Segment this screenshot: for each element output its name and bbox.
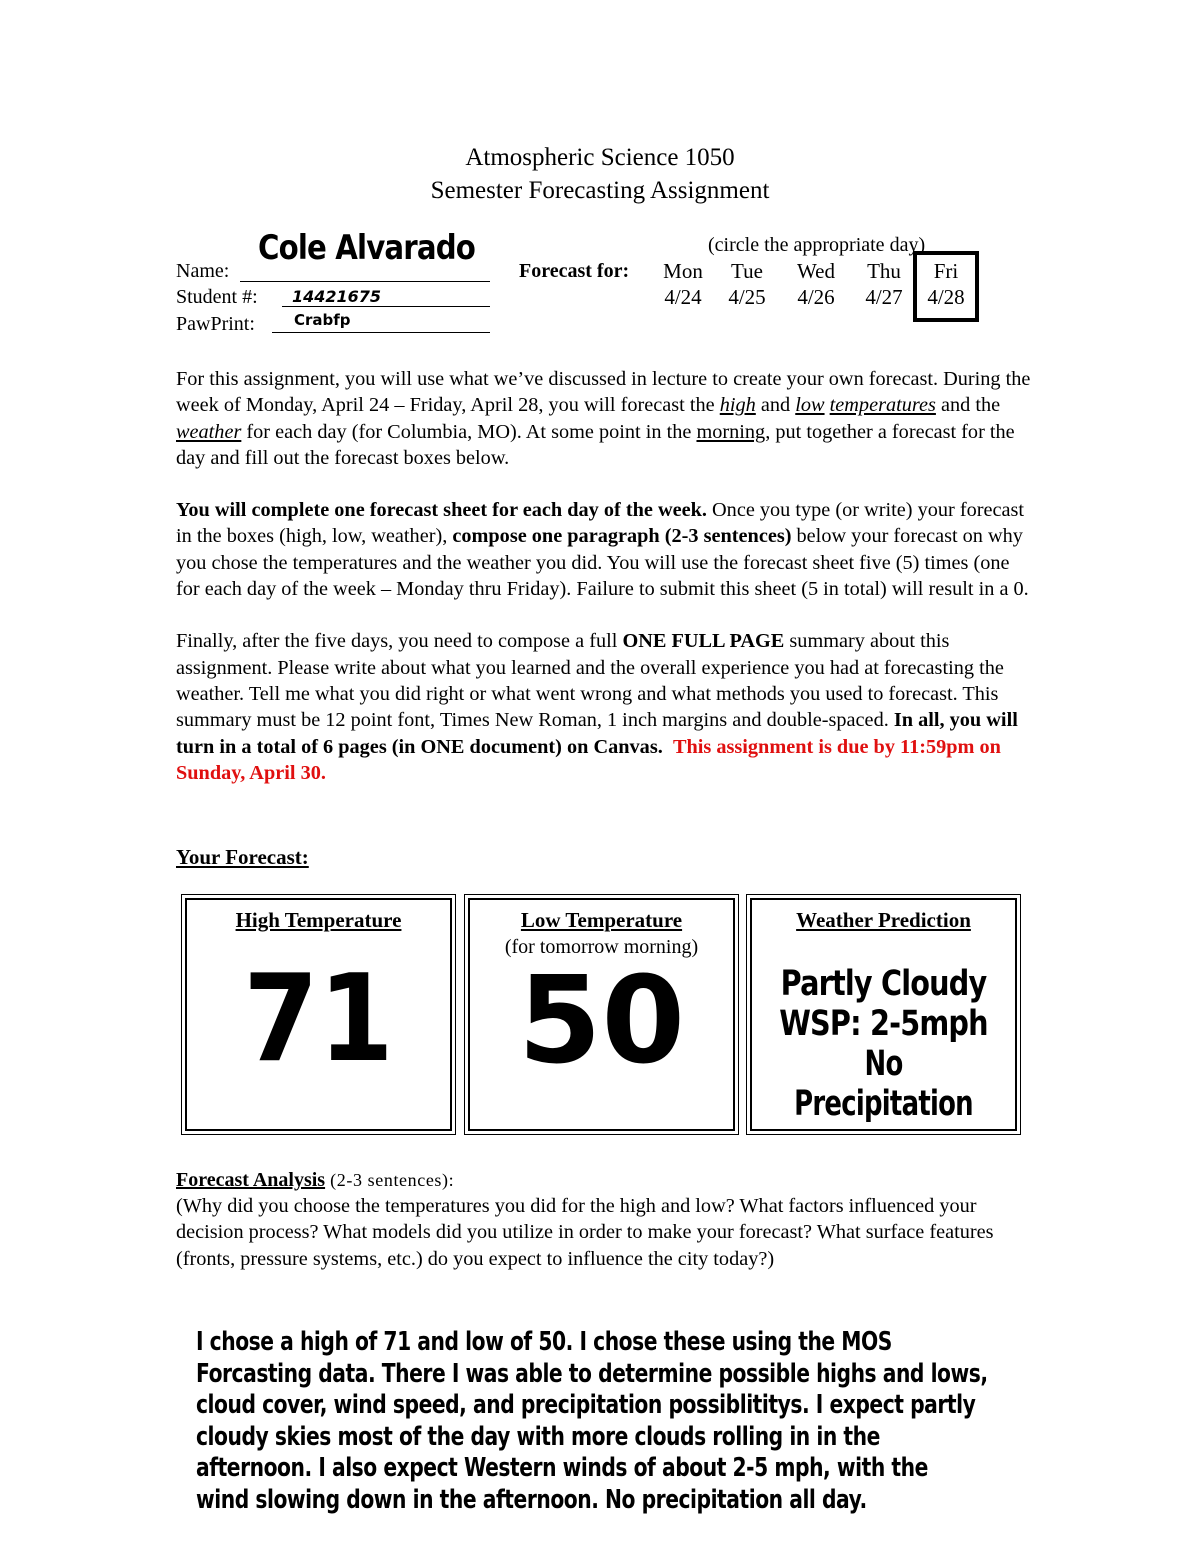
due-date-notice: This assignment is due by 11:59pm on Sunday, April 30. [176, 735, 1001, 784]
pawprint-value[interactable]: Crabfp [294, 311, 351, 329]
answer-line: I chose a high of 71 and low of 50. I chose these using the MOS [196, 1327, 892, 1357]
student-id-value[interactable]: 14421675 [292, 287, 382, 306]
pawprint-underline [272, 332, 490, 333]
high-temperature-value[interactable]: 71 [243, 950, 394, 1089]
forecast-for-label: Forecast for: [519, 260, 630, 282]
day-thu[interactable]: Thu [867, 259, 901, 283]
instructions-paragraph-1: For this assignment, you will use what we’ve discussed in lecture to create your own forecast. During the week of Monday, April 24 – Friday, April 28, you will forecast the high and low temperatures and the weather for each day (for Columbia, MO). At some point in the morning, put together a forecast for the day and fill out the forecast boxes below. [176, 368, 1031, 469]
analysis-prompt: (Why did you choose the temperatures you did for the high and low? What factors influenced your decision process? What models did you utilize in order to make your forecast? What surface features (fronts, pressure systems, etc.) do you expect to influence the city today?) [176, 1195, 994, 1270]
analysis-heading: Forecast Analysis [176, 1169, 326, 1191]
analysis-heading-suffix: (2-3 sentences): [325, 1170, 455, 1190]
circle-day-note: (circle the appropriate day) [708, 234, 926, 256]
student-id-label: Student #: [176, 286, 258, 308]
answer-line: afternoon. I also expect Western winds of about 2-5 mph, with the [196, 1453, 928, 1484]
instructions-paragraph-3: Finally, after the five days, you need to compose a full ONE FULL PAGE summary about this assignment. Please write about what you learned and the overall experience you had at forecasting the weather. Tell me what you did right or what went wrong and what methods you used to forecast. This summary must be 12 point font, Times New Roman, 1 inch margins and double-spaced. In all, you will turn in a total of 6 pages (in ONE document) on Canvas. This assignment is due by 11:59pm on Sunday, April 30. [176, 630, 1018, 784]
high-temperature-label: High Temperature [235, 908, 402, 932]
analysis-heading-row [176, 1167, 454, 1193]
pawprint-label: PawPrint: [176, 313, 255, 335]
student-id-underline [282, 306, 490, 307]
low-temperature-label: Low Temperature [520, 908, 683, 932]
date-wed: 4/26 [797, 285, 835, 309]
low-temperature-box[interactable] [468, 898, 735, 1131]
assignment-title: Semester Forecasting Assignment [430, 177, 770, 204]
weather-prediction-box[interactable] [750, 898, 1017, 1131]
course-title: Atmospheric Science 1050 [465, 144, 735, 171]
name-underline [240, 281, 490, 282]
high-temperature-box[interactable] [185, 898, 452, 1131]
your-forecast-heading: Your Forecast: [176, 845, 309, 869]
day-tue[interactable]: Tue [731, 259, 763, 283]
date-thu: 4/27 [865, 285, 903, 309]
analysis-answer[interactable] [196, 1327, 1096, 1517]
weather-prediction-label: Weather Prediction [796, 908, 971, 932]
answer-line: wind slowing down in the afternoon. No precipitation all day. [196, 1484, 867, 1515]
instructions [176, 366, 1036, 786]
day-fri[interactable]: Fri [933, 259, 959, 283]
name-value[interactable]: Cole Alvarado [258, 228, 476, 268]
instructions-paragraph-2: You will complete one forecast sheet for each day of the week. Once you type (or write) your forecast in the boxes (high, low, weather), compose one paragraph (2-3 sentences) below your forecast on why you chose the temperatures and the weather you did. You will use the forecast sheet five (5) times (one for each day of the week – Monday thru Friday). Failure to submit this sheet (5 in total) will result in a 0. [176, 499, 1029, 601]
answer-line: Forcasting data. There I was able to determine possible highs and lows, [196, 1358, 988, 1389]
answer-line: cloud cover, wind speed, and precipitation possiblititys. I expect partly [196, 1390, 976, 1421]
weather-line-2[interactable]: WSP: 2-5mph [779, 1004, 988, 1044]
low-temperature-sub: (for tomorrow morning) [504, 936, 699, 958]
date-mon: 4/24 [664, 285, 702, 309]
date-tue: 4/25 [728, 285, 766, 309]
name-label: Name: [176, 260, 230, 282]
weather-line-3[interactable]: No Precipitation [794, 1044, 973, 1124]
low-temperature-value[interactable]: 50 [518, 952, 685, 1091]
weather-line-1[interactable]: Partly Cloudy [780, 964, 987, 1004]
answer-line: cloudy skies most of the day with more clouds rolling in in the [196, 1421, 880, 1452]
day-wed[interactable]: Wed [797, 259, 835, 283]
day-mon[interactable]: Mon [663, 259, 703, 283]
date-fri: 4/28 [927, 285, 965, 309]
